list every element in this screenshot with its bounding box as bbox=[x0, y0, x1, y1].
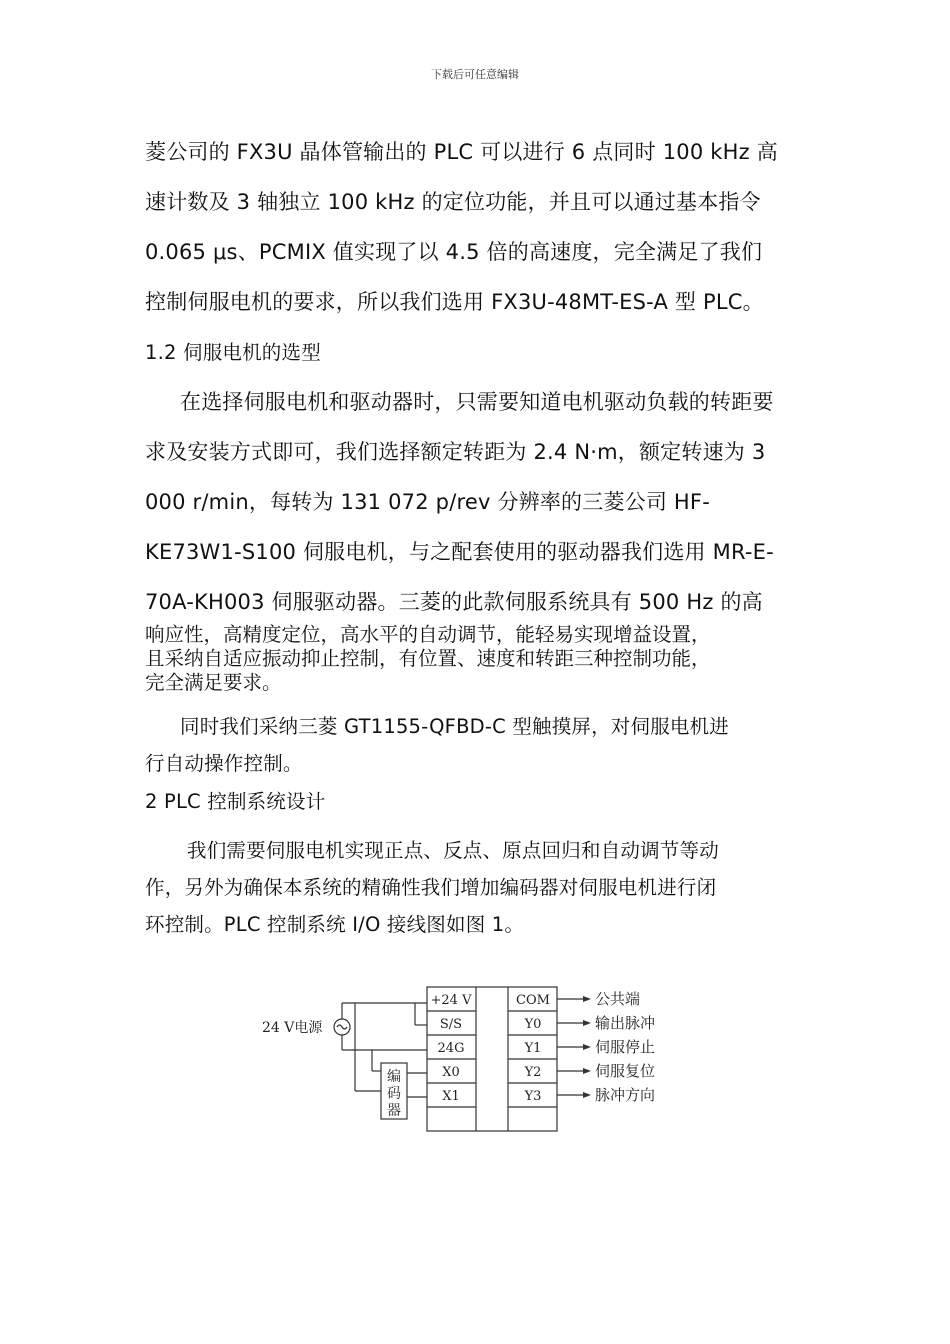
output-label: 公共端 bbox=[595, 990, 641, 1008]
paragraph-line: 完全满足要求。 bbox=[145, 671, 282, 694]
output-label: 脉冲方向 bbox=[595, 1086, 656, 1104]
output-label: 伺服复位 bbox=[595, 1062, 656, 1080]
paragraph-line: 000 r/min，每转为 131 072 p/rev 分辨率的三菱公司 HF- bbox=[145, 490, 710, 514]
terminal-label: 24G bbox=[437, 1041, 465, 1056]
paragraph-line: 同时我们采纳三菱 GT1155-QFBD-C 型触摸屏，对伺服电机进 bbox=[180, 715, 730, 738]
paragraph-line: KE73W1-S100 伺服电机，与之配套使用的驱动器我们选用 MR-E- bbox=[145, 540, 774, 564]
paragraph-line: 速计数及 3 轴独立 100 kHz 的定位功能，并且可以通过基本指令 bbox=[145, 190, 761, 214]
io-wiring-diagram bbox=[255, 985, 685, 1145]
paragraph-line: 0.065 μs、PCMIX 值实现了以 4.5 倍的高速度，完全满足了我们 bbox=[145, 240, 763, 264]
paragraph-line: 且采纳自适应振动抑止控制，有位置、速度和转距三种控制功能， bbox=[145, 647, 711, 670]
terminal-label: Y1 bbox=[524, 1041, 542, 1056]
paragraph-line: 行自动操作控制。 bbox=[145, 752, 303, 775]
paragraph-line: 菱公司的 FX3U 晶体管输出的 PLC 可以进行 6 点同时 100 kHz 高 bbox=[145, 140, 778, 164]
terminal-label: +24 V bbox=[430, 993, 472, 1008]
power-source-label: 24 V电源 bbox=[262, 1020, 323, 1036]
terminal-label: Y0 bbox=[524, 1017, 542, 1032]
paragraph-line: 作，另外为确保本系统的精确性我们增加编码器对伺服电机进行闭 bbox=[145, 876, 717, 899]
terminal-label: COM bbox=[516, 993, 550, 1008]
terminal-label: S/S bbox=[439, 1017, 463, 1032]
terminal-label: X1 bbox=[442, 1089, 460, 1104]
terminal-label: Y2 bbox=[524, 1065, 542, 1080]
terminal-label: X0 bbox=[442, 1065, 460, 1080]
output-label: 伺服停止 bbox=[595, 1038, 656, 1056]
paragraph-line: 在选择伺服电机和驱动器时，只需要知道电机驱动负载的转距要 bbox=[180, 390, 774, 414]
section-heading-2: 2 PLC 控制系统设计 bbox=[145, 790, 326, 813]
encoder-label: 器 bbox=[387, 1103, 401, 1119]
paragraph-line: 70A-KH003 伺服驱动器。三菱的此款伺服系统具有 500 Hz 的高 bbox=[145, 590, 763, 614]
paragraph-line: 我们需要伺服电机实现正点、反点、原点回归和自动调节等动 bbox=[187, 839, 719, 862]
paragraph-line: 控制伺服电机的要求，所以我们选用 FX3U-48MT-ES-A 型 PLC。 bbox=[145, 290, 764, 314]
encoder-label: 码 bbox=[387, 1086, 401, 1102]
encoder-label: 编 bbox=[387, 1069, 401, 1085]
paragraph-line: 响应性，高精度定位，高水平的自动调节，能轻易实现增益设置， bbox=[145, 623, 711, 646]
page-header-note: 下载后可任意编辑 bbox=[431, 68, 519, 81]
terminal-label: Y3 bbox=[524, 1089, 542, 1104]
output-label: 输出脉冲 bbox=[595, 1014, 656, 1032]
paragraph-line: 求及安装方式即可，我们选择额定转距为 2.4 N·m，额定转速为 3 bbox=[145, 440, 766, 464]
paragraph-tight bbox=[145, 623, 711, 695]
paragraph-line: 环控制。PLC 控制系统 I/O 接线图如图 1。 bbox=[145, 913, 525, 936]
section-heading-1-2: 1.2 伺服电机的选型 bbox=[145, 341, 321, 364]
